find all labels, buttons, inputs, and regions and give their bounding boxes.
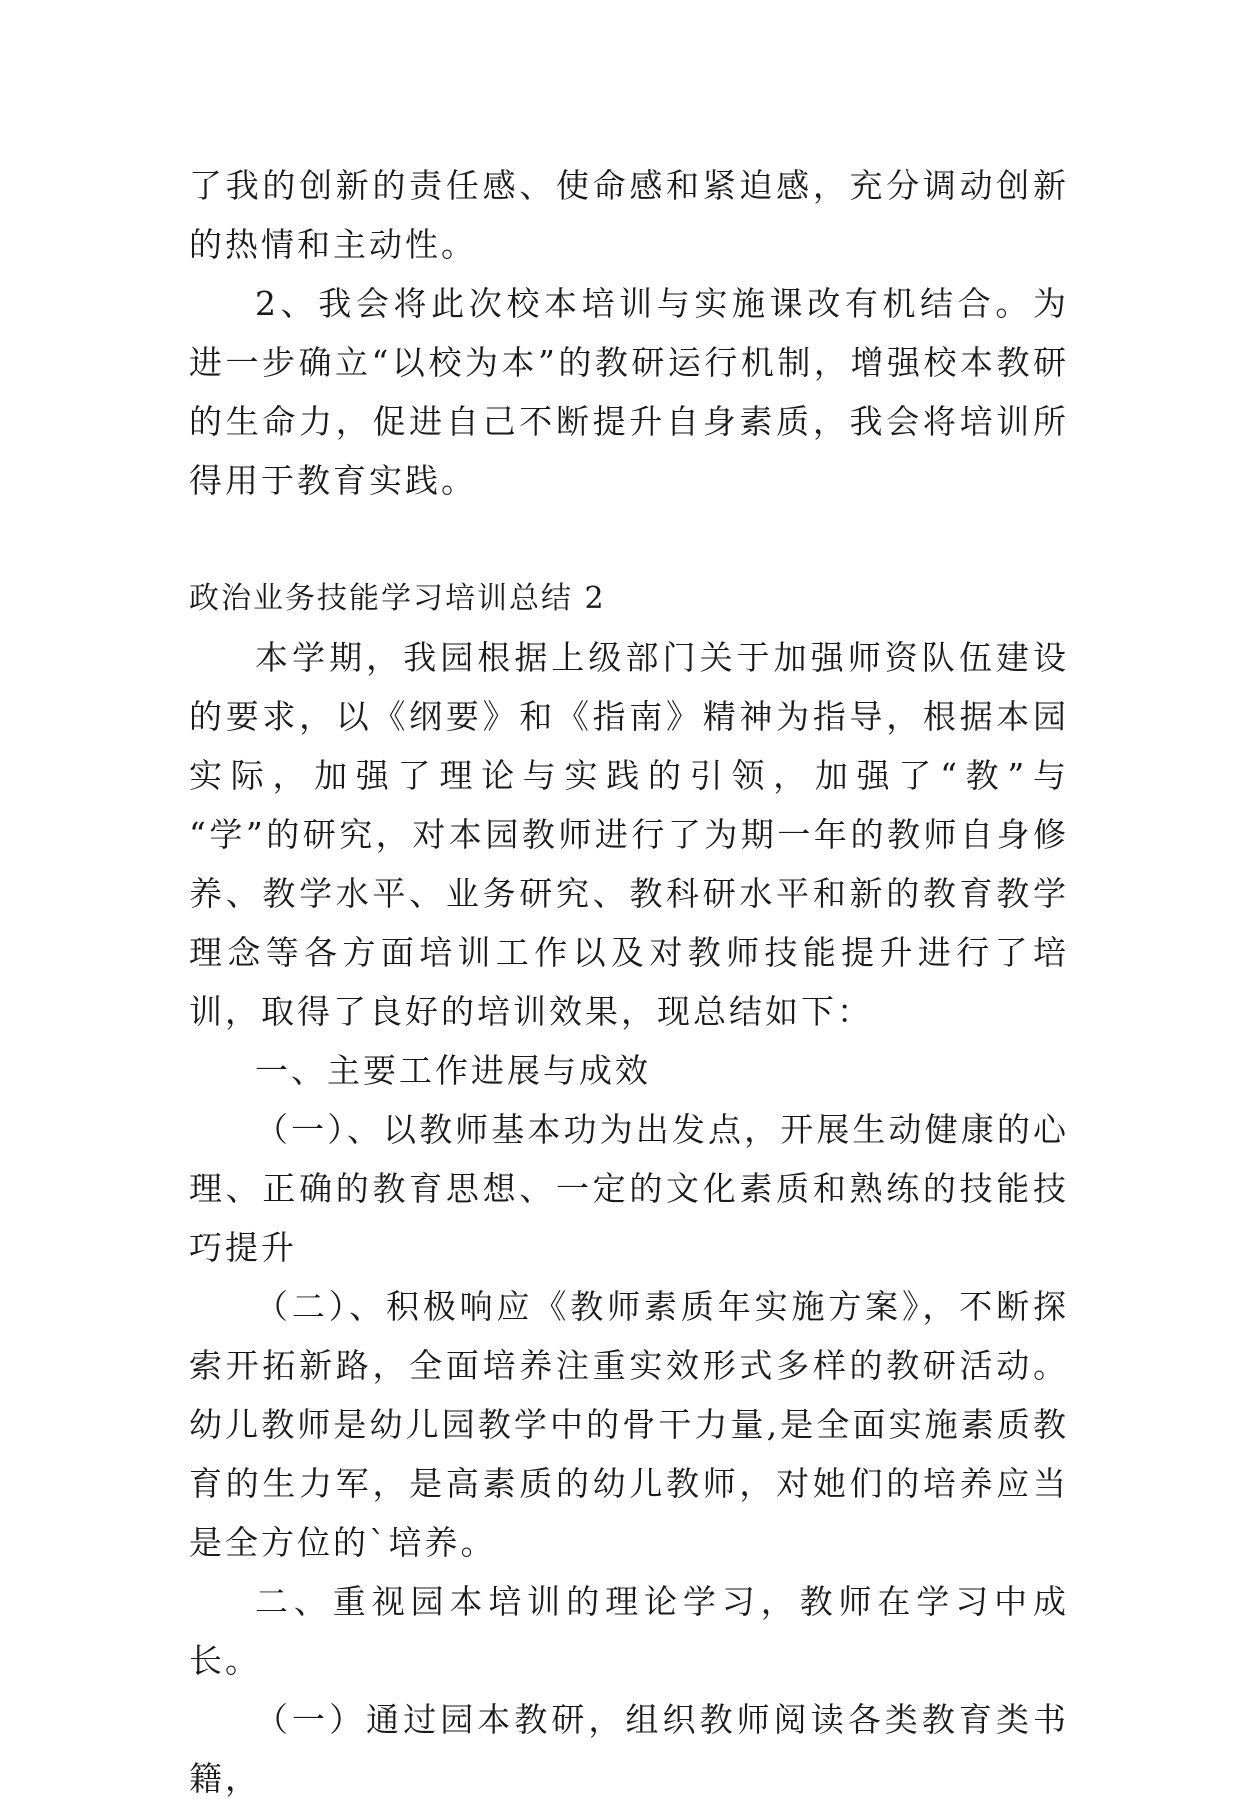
paragraph-theory-item-1: （一）通过园本教研，组织教师阅读各类教育类书籍， — [189, 1700, 1069, 1798]
heading-theory-study: 二、重视园本培训的理论学习，教师在学习中成长。 — [189, 1582, 1069, 1680]
paragraph-item-1: （一）、以教师基本功为出发点，开展生动健康的心理、正确的教育思想、一定的文化素质和熟练的技能技巧提升 — [189, 1110, 1069, 1267]
paragraph-item-2: （二）、积极响应《教师素质年实施方案》，不断探索开拓新路，全面培养注重实效形式多样的教研活动。幼儿教师是幼儿园教学中的骨干力量,是全面实施素质教育的生力军，是高素质的幼儿教师，对她们的培养应当是全方位的`培养。 — [189, 1287, 1069, 1562]
paragraph-intro: 本学期，我园根据上级部门关于加强师资队伍建设的要求，以《纲要》和《指南》精神为指导，根据本园实际，加强了理论与实践的引领，加强了“教”与 “学”的研究，对本园教师进行了为期一年的教师自身修养、教学水平、业务研究、教科研水平和新的教育教学理念等各方面培训工作以及对教师技能提升进行了培训，取得了良好的培训效果，现总结如下： — [189, 638, 1069, 1031]
paragraph-continuation: 了我的创新的责任感、使命感和紧迫感，充分调动创新的热情和主动性。 — [189, 166, 1069, 264]
document-body — [189, 156, 1069, 1808]
section-title: 政治业务技能学习培训总结 2 — [189, 581, 606, 616]
heading-main-work: 一、主要工作进展与成效 — [255, 1051, 651, 1090]
paragraph-point-2: 2、我会将此次校本培训与实施课改有机结合。为进一步确立“以校为本”的教研运行机制，增强校本教研的生命力，促进自己不断提升自身素质，我会将培训所得用于教育实践。 — [189, 284, 1069, 500]
